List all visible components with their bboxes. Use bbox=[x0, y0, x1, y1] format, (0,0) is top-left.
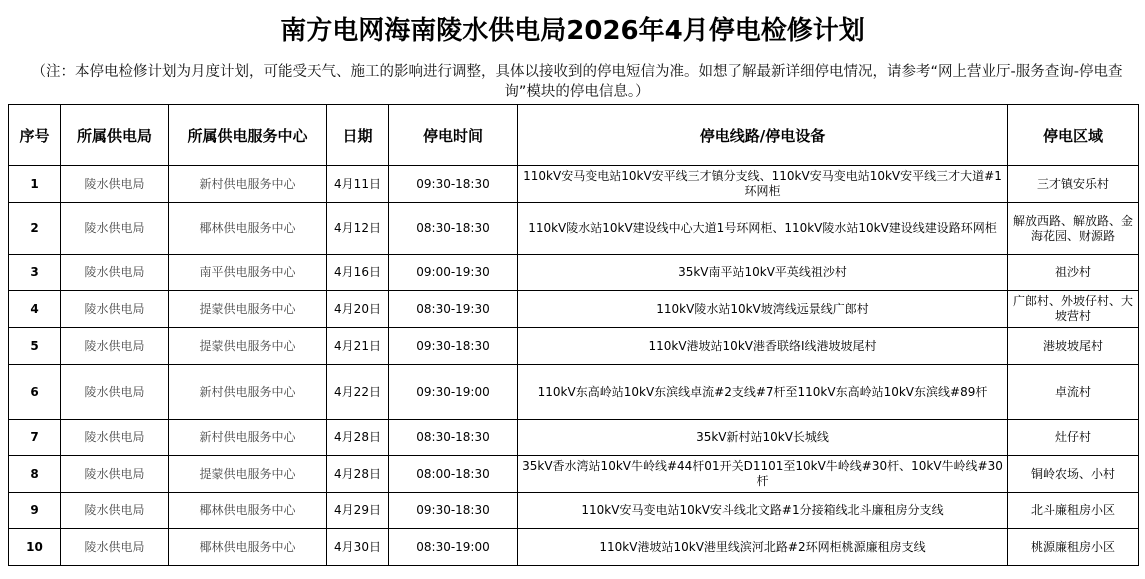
cell-area: 桃源廉租房小区 bbox=[1008, 529, 1139, 566]
cell-line: 110kV港坡站10kV港香联络I线港坡坡尾村 bbox=[518, 328, 1008, 365]
header-service-center: 所属供电服务中心 bbox=[169, 105, 327, 166]
cell-bureau: 陵水供电局 bbox=[61, 291, 169, 328]
cell-bureau: 陵水供电局 bbox=[61, 255, 169, 291]
cell-bureau: 陵水供电局 bbox=[61, 365, 169, 420]
table-header-row bbox=[9, 105, 1139, 166]
table-row bbox=[9, 255, 1139, 291]
cell-line: 110kV东高岭站10kV东滨线卓流#2支线#7杆至110kV东高岭站10kV东滨线#89杆 bbox=[518, 365, 1008, 420]
cell-line: 35kV新村站10kV长城线 bbox=[518, 420, 1008, 456]
cell-date: 4月11日 bbox=[327, 166, 389, 203]
header-outage-time: 停电时间 bbox=[389, 105, 518, 166]
cell-line: 110kV港坡站10kV港里线滨河北路#2环网柜桃源廉租房支线 bbox=[518, 529, 1008, 566]
cell-area: 祖沙村 bbox=[1008, 255, 1139, 291]
cell-service-center: 提蒙供电服务中心 bbox=[169, 328, 327, 365]
header-index: 序号 bbox=[9, 105, 61, 166]
table-row bbox=[9, 420, 1139, 456]
cell-index: 6 bbox=[9, 365, 61, 420]
cell-index: 9 bbox=[9, 493, 61, 529]
cell-area: 灶仔村 bbox=[1008, 420, 1139, 456]
header-bureau: 所属供电局 bbox=[61, 105, 169, 166]
cell-bureau: 陵水供电局 bbox=[61, 529, 169, 566]
cell-line: 110kV安马变电站10kV安斗线北文路#1分接箱线北斗廉租房分支线 bbox=[518, 493, 1008, 529]
cell-time: 09:30-18:30 bbox=[389, 166, 518, 203]
cell-area: 广郎村、外坡仔村、大坡营村 bbox=[1008, 291, 1139, 328]
header-outage-area: 停电区域 bbox=[1008, 105, 1139, 166]
cell-date: 4月29日 bbox=[327, 493, 389, 529]
cell-area: 解放西路、解放路、金海花园、财源路 bbox=[1008, 203, 1139, 255]
cell-date: 4月30日 bbox=[327, 529, 389, 566]
cell-bureau: 陵水供电局 bbox=[61, 166, 169, 203]
cell-area: 港坡坡尾村 bbox=[1008, 328, 1139, 365]
table-row bbox=[9, 365, 1139, 420]
cell-index: 10 bbox=[9, 529, 61, 566]
cell-service-center: 椰林供电服务中心 bbox=[169, 529, 327, 566]
cell-index: 2 bbox=[9, 203, 61, 255]
cell-index: 1 bbox=[9, 166, 61, 203]
cell-line: 35kV香水湾站10kV牛岭线#44杆01开关D1101至10kV牛岭线#30杆、10kV牛岭线#30杆 bbox=[518, 456, 1008, 493]
cell-time: 09:30-18:30 bbox=[389, 493, 518, 529]
cell-bureau: 陵水供电局 bbox=[61, 456, 169, 493]
cell-bureau: 陵水供电局 bbox=[61, 328, 169, 365]
cell-index: 3 bbox=[9, 255, 61, 291]
plan-note: （注：本停电检修计划为月度计划，可能受天气、施工的影响进行调整，具体以接收到的停电短信为准。如想了解最新详细停电情况，请参考“网上营业厅-服务查询-停电查询”模块的停电信息。） bbox=[31, 64, 1123, 100]
cell-bureau: 陵水供电局 bbox=[61, 203, 169, 255]
table-row bbox=[9, 166, 1139, 203]
cell-service-center: 南平供电服务中心 bbox=[169, 255, 327, 291]
table-row bbox=[9, 203, 1139, 255]
cell-time: 09:30-19:00 bbox=[389, 365, 518, 420]
cell-date: 4月16日 bbox=[327, 255, 389, 291]
header-outage-line: 停电线路/停电设备 bbox=[518, 105, 1008, 166]
page-title: 南方电网海南陵水供电局2026年4月停电检修计划 bbox=[280, 16, 865, 46]
table-row bbox=[9, 328, 1139, 365]
cell-line: 110kV陵水站10kV坡湾线远景线广郎村 bbox=[518, 291, 1008, 328]
table-row bbox=[9, 529, 1139, 566]
cell-date: 4月22日 bbox=[327, 365, 389, 420]
cell-area: 铜岭农场、小村 bbox=[1008, 456, 1139, 493]
cell-time: 09:00-19:30 bbox=[389, 255, 518, 291]
cell-bureau: 陵水供电局 bbox=[61, 493, 169, 529]
cell-time: 08:30-18:30 bbox=[389, 420, 518, 456]
cell-date: 4月28日 bbox=[327, 420, 389, 456]
cell-time: 08:30-19:00 bbox=[389, 529, 518, 566]
cell-date: 4月12日 bbox=[327, 203, 389, 255]
cell-service-center: 新村供电服务中心 bbox=[169, 420, 327, 456]
cell-index: 8 bbox=[9, 456, 61, 493]
cell-index: 4 bbox=[9, 291, 61, 328]
cell-date: 4月28日 bbox=[327, 456, 389, 493]
cell-service-center: 椰林供电服务中心 bbox=[169, 493, 327, 529]
table-row bbox=[9, 493, 1139, 529]
cell-service-center: 提蒙供电服务中心 bbox=[169, 291, 327, 328]
cell-service-center: 椰林供电服务中心 bbox=[169, 203, 327, 255]
cell-index: 5 bbox=[9, 328, 61, 365]
cell-service-center: 新村供电服务中心 bbox=[169, 166, 327, 203]
cell-line: 110kV安马变电站10kV安平线三才镇分支线、110kV安马变电站10kV安平线三才大道#1环网柜 bbox=[518, 166, 1008, 203]
cell-service-center: 新村供电服务中心 bbox=[169, 365, 327, 420]
cell-area: 北斗廉租房小区 bbox=[1008, 493, 1139, 529]
table-row bbox=[9, 291, 1139, 328]
cell-area: 卓流村 bbox=[1008, 365, 1139, 420]
cell-time: 08:30-18:30 bbox=[389, 203, 518, 255]
cell-time: 08:00-18:30 bbox=[389, 456, 518, 493]
cell-bureau: 陵水供电局 bbox=[61, 420, 169, 456]
outage-plan-table bbox=[8, 104, 1139, 566]
cell-time: 09:30-18:30 bbox=[389, 328, 518, 365]
cell-service-center: 提蒙供电服务中心 bbox=[169, 456, 327, 493]
cell-date: 4月20日 bbox=[327, 291, 389, 328]
cell-line: 35kV南平站10kV平英线祖沙村 bbox=[518, 255, 1008, 291]
table-row bbox=[9, 456, 1139, 493]
cell-area: 三才镇安乐村 bbox=[1008, 166, 1139, 203]
header-date: 日期 bbox=[327, 105, 389, 166]
cell-date: 4月21日 bbox=[327, 328, 389, 365]
cell-line: 110kV陵水站10kV建设线中心大道1号环网柜、110kV陵水站10kV建设线建设路环网柜 bbox=[518, 203, 1008, 255]
cell-time: 08:30-19:30 bbox=[389, 291, 518, 328]
cell-index: 7 bbox=[9, 420, 61, 456]
